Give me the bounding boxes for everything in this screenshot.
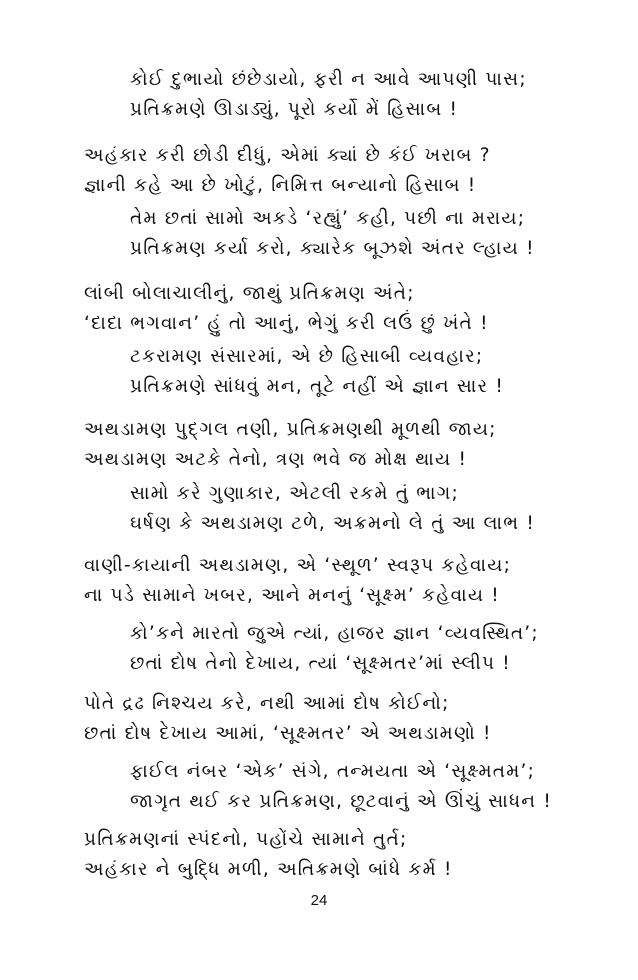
- verse-line: અથડામણ પુદ્‌ગલ તણી, પ્રતિક્રમણથી મૂળથી જાય;: [84, 419, 497, 440]
- verse-line: છતાં દોષ દેખાય આમાં, ‘સૂક્ષ્મતર’ એ અથડામણો !: [84, 723, 492, 744]
- verse-line: જ્ઞાની કહે આ છે ખોટું, નિમિત્ત બન્યાનો હિસાબ !: [84, 175, 477, 196]
- verse-line: ના પડે સામાને ખબર, આને મનનું ‘સૂક્ષ્મ’ કહેવાય !: [84, 585, 500, 606]
- verse-line: વાણી-કાયાની અથડામણ, એ ‘સ્થૂળ’ સ્વરૂપ કહેવાય;: [84, 555, 512, 576]
- verse-line: ઘર્ષણ કે અથડામણ ટળે, અક્રમનો લે તું આ લાભ !: [130, 513, 535, 534]
- verse-line: કોઈ દુભાયો છંછેડાયો, ફરી ન આવે આપણી પાસ;: [130, 69, 527, 90]
- verse-line: ‘દાદા ભગવાન’ હું તો આનું, ભેગું કરી લઉં છું ખંતે !: [84, 313, 489, 334]
- verse-line: પોતે દ્રઢ નિશ્ચય કરે, નથી આમાં દોષ કોઈનો;: [84, 693, 450, 714]
- verse-line: કો’કને મારતો જુએ ત્યાં, હાજર જ્ઞાન ‘વ્યવસ્થિત’;: [130, 623, 539, 644]
- verse-line: લાંબી બોલાચાલીનું, જાથું પ્રતિક્રમણ અંતે;: [84, 283, 415, 304]
- verse-line: તેમ છતાં સામો અકડે ‘રહ્યું’ કહી, પછી ના મરાય;: [130, 208, 526, 229]
- verse-line: ટકરામણ સંસારમાં, એ છે હિસાબી વ્યવહાર;: [130, 346, 484, 367]
- verse-line: અથડામણ અટકે તેનો, ત્રણ ભવે જ મોક્ષ થાય !: [84, 449, 468, 470]
- verse-line: છતાં દોષ તેનો દેખાય, ત્યાં ‘સૂક્ષ્મતર’માં સ્લીપ !: [130, 653, 511, 674]
- verse-line: અહંકાર કરી છોડી દીધું, એમાં ક્યાં છે કંઈ ખરાબ ?: [84, 145, 491, 166]
- verse-line: જાગૃત થઈ કર પ્રતિક્રમણ, છૂટવાનું એ ઊંચું સાધન !: [130, 791, 552, 812]
- page-number: 24: [310, 892, 328, 909]
- verse-line: અહંકાર ને બુદ્ધિ મળી, અતિક્રમણે બાંધે કર્મ !: [84, 859, 453, 880]
- verse-line: ફાઈલ નંબર ‘એક’ સંગે, તન્મયતા એ ‘સૂક્ષ્મતમ’;: [130, 761, 536, 782]
- verse-line: સામો કરે ગુણાકાર, એટલી રકમે તું ભાગ;: [130, 483, 459, 504]
- verse-line: પ્રતિક્રમણ કર્યા કરો, ક્યારેક બૂઝશે અંતર લ્હાય !: [130, 238, 535, 259]
- verse-line: પ્રતિક્રમણે સાંધવું મન, તૂટે નહીં એ જ્ઞાન સાર !: [130, 376, 504, 397]
- verse-line: પ્રતિક્રમણે ઊડાડ્યું, પૂરો કર્યો મેં હિસાબ !: [130, 99, 459, 120]
- verse-line: પ્રતિક્રમણનાં સ્પંદનો, પહોંચે સામાને તુર્ત;: [84, 829, 408, 850]
